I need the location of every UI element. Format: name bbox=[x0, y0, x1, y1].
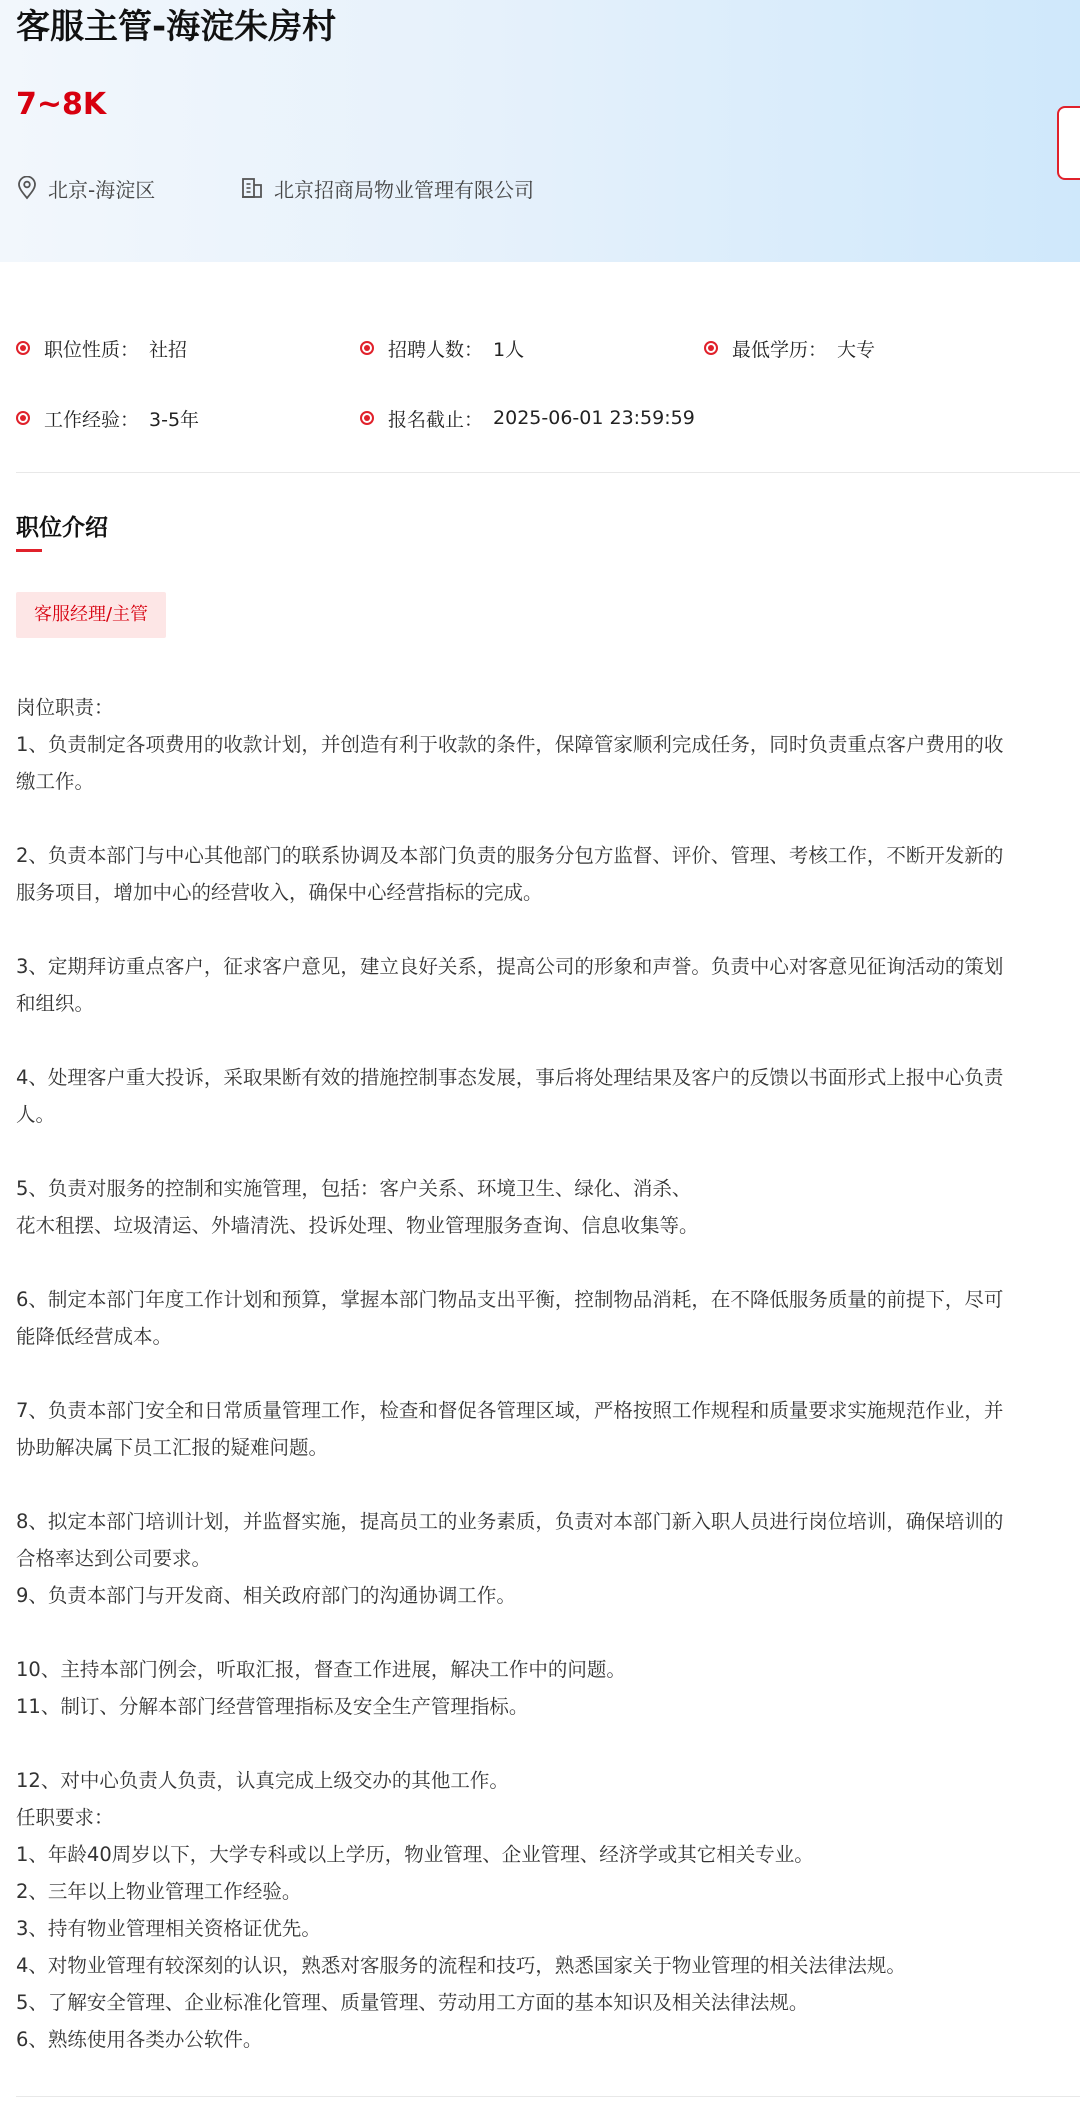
description-line bbox=[16, 1022, 1080, 1059]
description-line bbox=[16, 1244, 1080, 1281]
building-icon bbox=[240, 176, 264, 200]
location-text: 北京-海淀区 bbox=[48, 177, 156, 202]
description-line: 9、负责本部门与开发商、相关政府部门的沟通协调工作。 bbox=[16, 1584, 516, 1607]
info-label: 招聘人数： bbox=[388, 338, 484, 361]
job-header bbox=[0, 0, 1080, 262]
job-category-tag: 客服经理/主管 bbox=[16, 592, 166, 638]
description-line: 8、拟定本部门培训计划，并监督实施，提高员工的业务素质，负责对本部门新入职人员进行岗位培训，确保培训的 bbox=[16, 1510, 1004, 1533]
info-education bbox=[704, 332, 875, 364]
description-line bbox=[16, 1133, 1080, 1170]
info-deadline bbox=[360, 402, 695, 434]
company-name[interactable]: 北京招商局物业管理有限公司 bbox=[274, 177, 534, 202]
info-label: 报名截止： bbox=[388, 408, 484, 431]
description-line bbox=[16, 1614, 1080, 1651]
description-line: 6、熟练使用各类办公软件。 bbox=[16, 2028, 263, 2051]
description-line: 人。 bbox=[16, 1103, 56, 1126]
section-title-underline bbox=[16, 549, 42, 552]
info-value: 大专 bbox=[837, 338, 876, 361]
description-line bbox=[16, 1725, 1080, 1762]
description-line: 5、负责对服务的控制和实施管理，包括：客户关系、环境卫生、绿化、消杀、 bbox=[16, 1177, 692, 1200]
description-line: 1、负责制定各项费用的收款计划，并创造有利于收款的条件，保障管家顺利完成任务，同时负责重点客户费用的收 bbox=[16, 733, 1004, 756]
section-title: 职位介绍 bbox=[16, 515, 108, 541]
description-line: 10、主持本部门例会，听取汇报，督查工作进展，解决工作中的问题。 bbox=[16, 1658, 626, 1681]
description-line: 7、负责本部门安全和日常质量管理工作，检查和督促各管理区域，严格按照工作规程和质量要求实施规范作业，并 bbox=[16, 1399, 1004, 1422]
description-line: 协助解决属下员工汇报的疑难问题。 bbox=[16, 1436, 329, 1459]
info-value: 3-5年 bbox=[149, 408, 200, 431]
info-job-type bbox=[16, 332, 187, 364]
description-line bbox=[16, 800, 1080, 837]
description-line bbox=[16, 1355, 1080, 1392]
bullet-dot-icon bbox=[16, 411, 30, 425]
description-line: 服务项目，增加中心的经营收入，确保中心经营指标的完成。 bbox=[16, 881, 543, 904]
description-line: 花木租摆、垃圾清运、外墙清洗、投诉处理、物业管理服务查询、信息收集等。 bbox=[16, 1214, 699, 1237]
job-description bbox=[16, 689, 1080, 2058]
description-line: 1、年龄40周岁以下，大学专科或以上学历，物业管理、企业管理、经济学或其它相关专业。 bbox=[16, 1843, 814, 1866]
description-line bbox=[16, 911, 1080, 948]
info-experience bbox=[16, 402, 199, 434]
description-line: 3、定期拜访重点客户，征求客户意见，建立良好关系，提高公司的形象和声誉。负责中心对客意见征询活动的策划 bbox=[16, 955, 1004, 978]
job-company bbox=[240, 170, 534, 206]
description-line: 12、对中心负责人负责，认真完成上级交办的其他工作。 bbox=[16, 1769, 509, 1792]
bullet-dot-icon bbox=[704, 341, 718, 355]
info-label: 职位性质： bbox=[44, 338, 140, 361]
info-label: 工作经验： bbox=[44, 408, 140, 431]
divider bbox=[16, 2096, 1080, 2097]
description-line: 能降低经营成本。 bbox=[16, 1325, 173, 1348]
job-title: 客服主管-海淀朱房村 bbox=[16, 7, 337, 47]
info-label: 最低学历： bbox=[732, 338, 828, 361]
description-line: 缴工作。 bbox=[16, 770, 95, 793]
description-line: 和组织。 bbox=[16, 992, 95, 1015]
location-pin-icon bbox=[16, 176, 38, 200]
info-value: 1人 bbox=[493, 338, 525, 361]
description-line: 5、了解安全管理、企业标准化管理、质量管理、劳动用工方面的基本知识及相关法律法规。 bbox=[16, 1991, 809, 2014]
salary: 7~8K bbox=[16, 87, 107, 122]
job-location bbox=[16, 170, 155, 206]
info-headcount bbox=[360, 332, 524, 364]
description-line bbox=[16, 1466, 1080, 1503]
divider bbox=[16, 472, 1080, 473]
description-line: 任职要求： bbox=[16, 1806, 114, 1829]
bullet-dot-icon bbox=[16, 341, 30, 355]
description-line: 岗位职责： bbox=[16, 696, 114, 719]
description-line: 2、三年以上物业管理工作经验。 bbox=[16, 1880, 302, 1903]
description-line: 3、持有物业管理相关资格证优先。 bbox=[16, 1917, 321, 1940]
bullet-dot-icon bbox=[360, 341, 374, 355]
description-line: 6、制定本部门年度工作计划和预算，掌握本部门物品支出平衡，控制物品消耗，在不降低服务质量的前提下，尽可 bbox=[16, 1288, 1004, 1311]
info-value: 社招 bbox=[149, 338, 188, 361]
info-value: 2025-06-01 23:59:59 bbox=[493, 407, 695, 429]
description-line: 4、处理客户重大投诉，采取果断有效的措施控制事态发展，事后将处理结果及客户的反馈以书面形式上报中心负责 bbox=[16, 1066, 1004, 1089]
apply-button[interactable] bbox=[1057, 106, 1080, 180]
description-line: 11、制订、分解本部门经营管理指标及安全生产管理指标。 bbox=[16, 1695, 529, 1718]
description-line: 合格率达到公司要求。 bbox=[16, 1547, 212, 1570]
description-line: 2、负责本部门与中心其他部门的联系协调及本部门负责的服务分包方监督、评价、管理、考核工作，不断开发新的 bbox=[16, 844, 1004, 867]
bullet-dot-icon bbox=[360, 411, 374, 425]
description-line: 4、对物业管理有较深刻的认识，熟悉对客服务的流程和技巧，熟悉国家关于物业管理的相关法律法规。 bbox=[16, 1954, 906, 1977]
